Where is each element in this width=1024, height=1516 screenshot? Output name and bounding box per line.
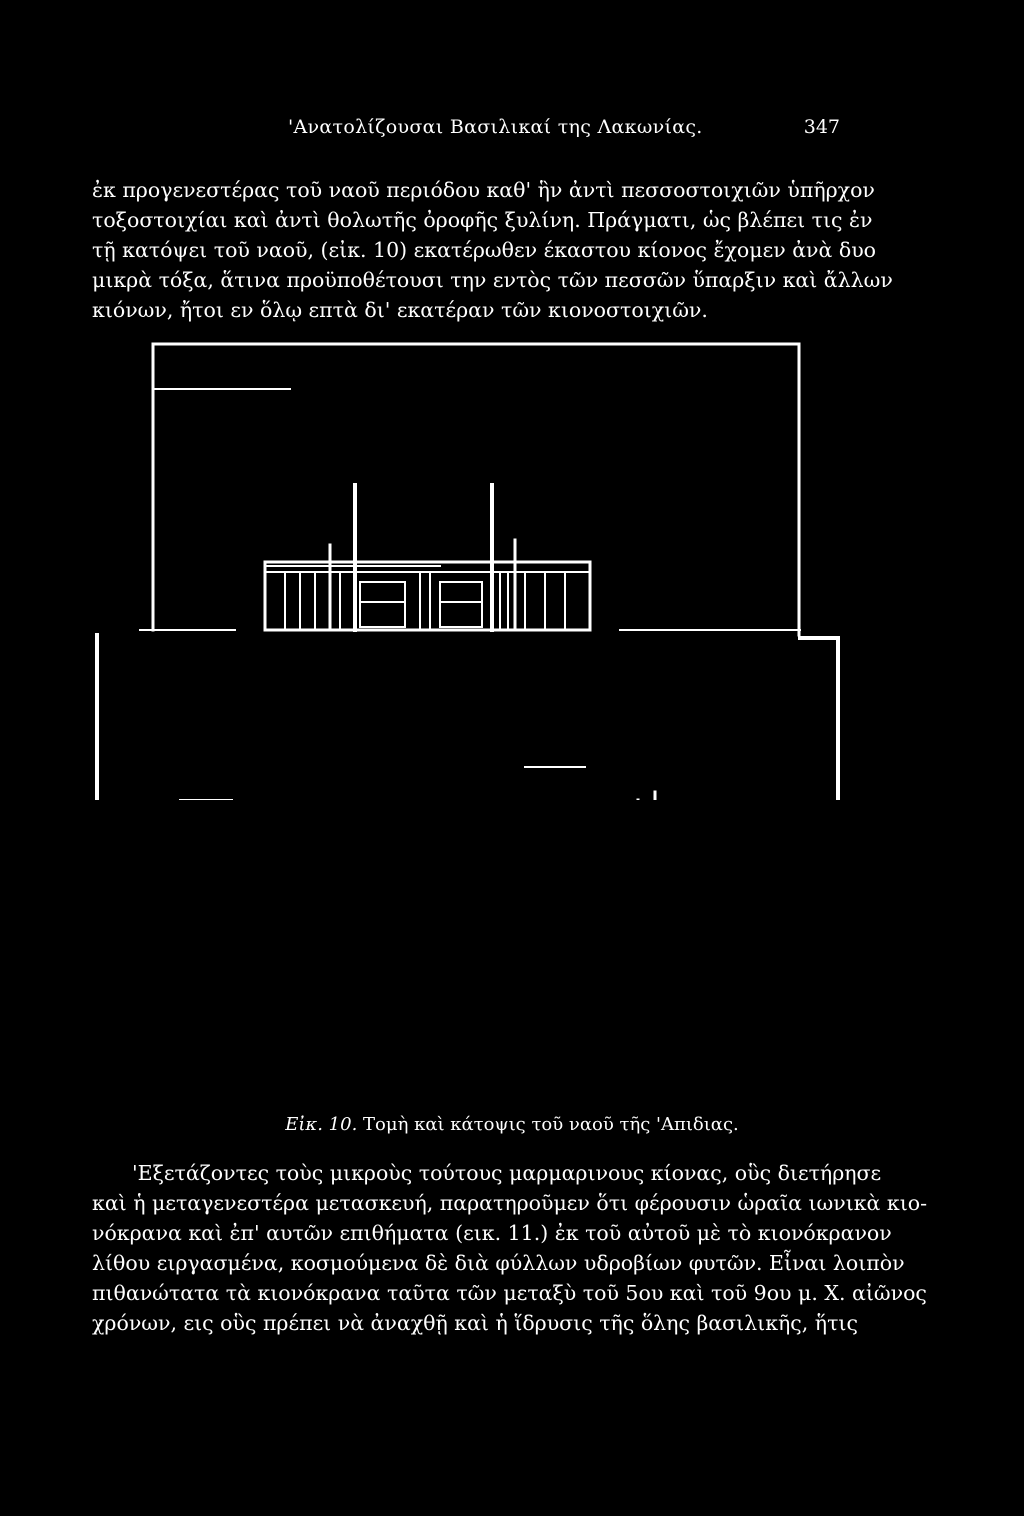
figure-caption	[0, 1114, 1024, 1135]
text-line: μικρὰ τόξα, ἅτινα προϋποθέτουσι την εντὸς τῶν πεσσῶν ὕπαρξιν καὶ ἄλλων	[92, 268, 893, 292]
text-line: χρόνων, εις οὓς πρέπει νὰ ἀναχθῇ καὶ ἡ ἵδρυσις τῆς ὅλης βασιλικῆς, ἥτις	[92, 1311, 858, 1335]
figure-plan-section	[0, 330, 1024, 800]
section-outline	[153, 344, 799, 635]
text-line: 'Εξετάζοντες τοὺς μικροὺς τούτους μαρμαρινους κίονας, οὓς διετήρησε	[132, 1161, 882, 1185]
text-line: τῇ κατόψει τοῦ ναοῦ, (εἰκ. 10) εκατέρωθεν έκαστου κίονος ἔχομεν ἀνὰ δυο	[92, 238, 877, 262]
paragraph-1	[92, 175, 893, 325]
running-header	[92, 112, 840, 142]
text-line: πιθανώτατα τὰ κιονόκρανα ταῦτα τῶν μεταξὺ τοῦ 5ου καὶ τοῦ 9ου μ. Χ. αἰῶνος	[92, 1281, 927, 1305]
running-title: 'Ανατολίζουσαι Βασιλικαί της Λακωνίας.	[288, 116, 703, 138]
page-number: 347	[803, 116, 840, 138]
text-line: λίθου ειργασμένα, κοσμούμενα δὲ διὰ φύλλων υδροβίων φυτῶν. Εἶναι λοιπὸν	[92, 1251, 905, 1275]
paragraph-2	[92, 1158, 928, 1338]
text-line: νόκρανα καὶ ἐπ' αυτῶν επιθήματα (εικ. 11.) ἐκ τοῦ αὐτοῦ μὲ τὸ κιονόκρανον	[92, 1221, 892, 1245]
caption-number: Εἰκ. 10.	[285, 1114, 358, 1135]
text-line: τοξοστοιχίαι καὶ ἀντὶ θολωτῆς ὀροφῆς ξυλίνη. Πράγματι, ὡς βλέπει τις ἐν	[92, 208, 873, 232]
text-line: καὶ ἡ μεταγενεστέρα μετασκευή, παρατηροῦμεν ὅτι φέρουσιν ὡραῖα ιωνικὰ κιο-	[92, 1191, 928, 1215]
text-line: κιόνων, ἤτοι εν ὅλῳ επτὰ δι' εκατέραν τῶν κιονοστοιχιῶν.	[92, 298, 708, 322]
text-line: ἐκ προγενεστέρας τοῦ ναοῦ περιόδου καθ' ἣν ἀντὶ πεσσοστοιχιῶν ὑπῆρχον	[92, 178, 875, 202]
caption-text: Τομὴ καὶ κάτοψις τοῦ ναοῦ τῆς 'Απιδιας.	[363, 1114, 739, 1135]
church-plan-drawing	[0, 330, 1024, 800]
central-structure	[265, 485, 590, 630]
plan-right-wall	[800, 638, 838, 800]
